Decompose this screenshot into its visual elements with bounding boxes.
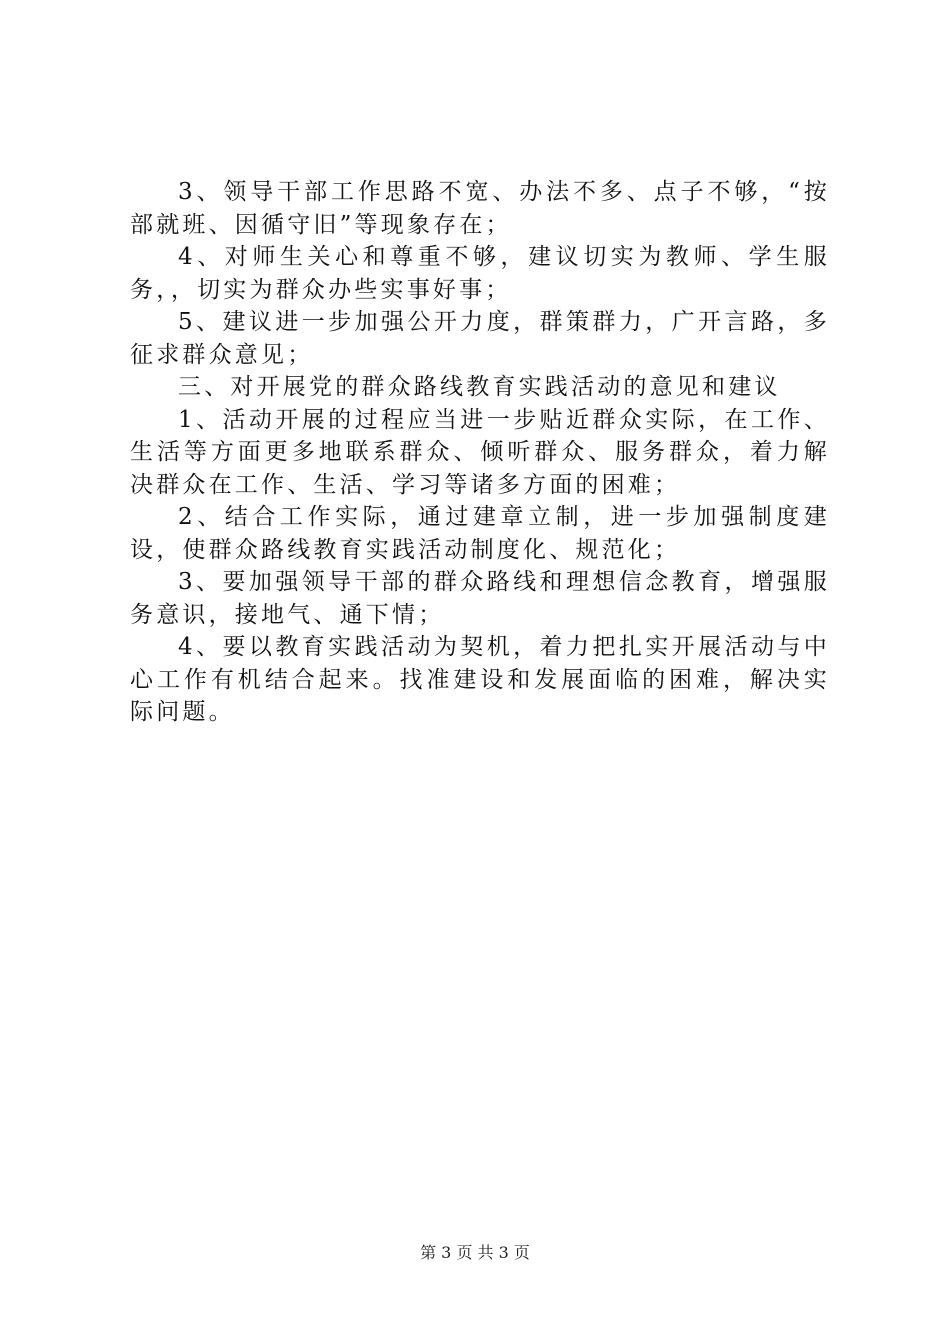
paragraph-suggestion-2: 2、结合工作实际，通过建章立制，进一步加强制度建设，使群众路线教育实践活动制度化、规范化；: [130, 504, 830, 563]
page-footer: [0, 1240, 950, 1263]
paragraph-item-3-leadership: 3、领导干部工作思路不宽、办法不多、点子不够，“按部就班、因循守旧”等现象存在；: [130, 179, 830, 238]
paragraph-item-5-openness: 5、建议进一步加强公开力度，群策群力，广开言路，多征求群众意见；: [130, 309, 830, 368]
paragraph-suggestion-1: 1、活动开展的过程应当进一步贴近群众实际，在工作、生活等方面更多地联系群众、倾听群众、服务群众，着力解决群众在工作、生活、学习等诸多方面的困难；: [130, 406, 830, 498]
document-body: [130, 176, 830, 729]
page-number-label: 第 3 页 共 3 页: [420, 1243, 530, 1262]
paragraph-suggestion-4: 4、要以教育实践活动为契机，着力把扎实开展活动与中心工作有机结合起来。找准建设和发展面临的困难，解决实际问题。: [130, 634, 830, 725]
paragraph-suggestion-3: 3、要加强领导干部的群众路线和理想信念教育，增强服务意识，接地气、通下情；: [130, 569, 830, 628]
section-heading-three: 三、对开展党的群众路线教育实践活动的意见和建议: [178, 374, 781, 400]
paragraph-item-4-teachers-students: 4、对师生关心和尊重不够，建议切实为教师、学生服务，，切实为群众办些实事好事；: [130, 244, 830, 303]
